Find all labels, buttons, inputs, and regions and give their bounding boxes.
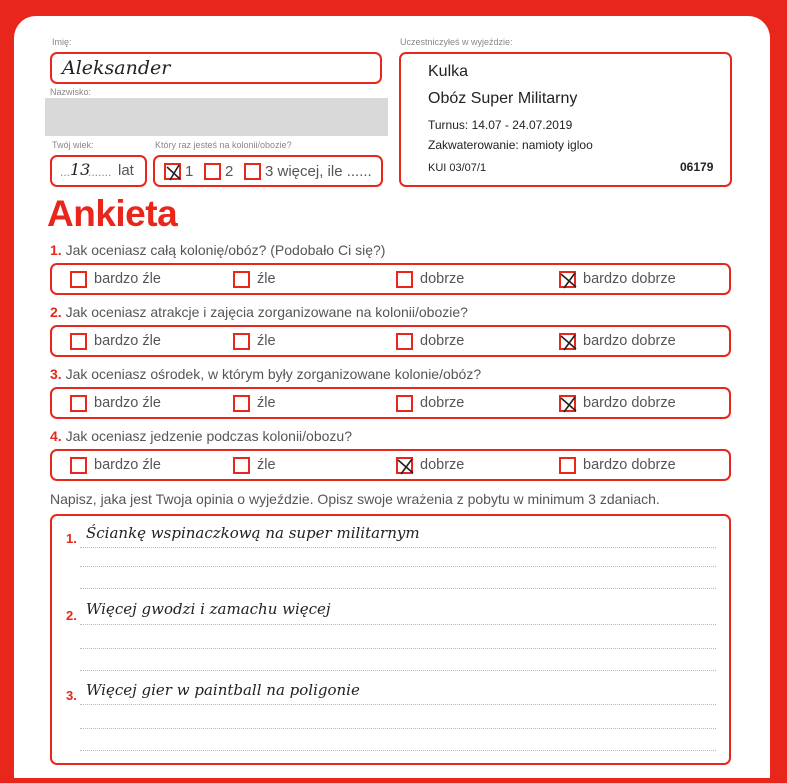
rating-option-label: dobrze — [420, 271, 465, 287]
answer-number-2: 2. — [66, 608, 77, 623]
answer-line — [80, 670, 716, 671]
rating-checkbox[interactable] — [70, 395, 87, 412]
participant-label: Uczestniczyłeś w wyjeździe: — [400, 37, 513, 47]
survey-title: Ankieta — [47, 193, 178, 234]
rating-option-label: źle — [257, 395, 276, 411]
answer-line — [80, 624, 716, 625]
check-mark-icon — [558, 269, 580, 291]
question-2 — [50, 304, 468, 320]
question-text: Jak oceniasz atrakcje i zajęcia zorganizowane na kolonii/obozie? — [65, 304, 468, 320]
question-text: Jak oceniasz jedzenie podczas kolonii/obozu? — [65, 428, 352, 444]
age-dots-after: ....... — [88, 165, 112, 179]
name-label: Imię: — [52, 37, 72, 47]
rating-option-label: bardzo dobrze — [583, 395, 676, 411]
rating-option-label: źle — [257, 271, 276, 287]
age-dots: ... — [60, 165, 71, 179]
times-option-1: 1 — [185, 163, 194, 180]
question-text: Jak oceniasz ośrodek, w którym były zorganizowane kolonie/obóz? — [65, 366, 482, 382]
opinion-prompt: Napisz, jaka jest Twoja opinia o wyjeździe. Opisz swoje wrażenia z pobytu w minimum 3 zdaniach. — [50, 491, 660, 507]
surname-label: Nazwisko: — [50, 87, 92, 97]
times-label: Który raz jesteś na kolonii/obozie? — [155, 140, 292, 150]
rating-option-label: dobrze — [420, 395, 465, 411]
org-name: Kulka — [428, 63, 469, 80]
age-label: Twój wiek: — [52, 140, 94, 150]
surname-redaction — [45, 98, 388, 136]
rating-option-label: bardzo źle — [94, 395, 161, 411]
form-number: 06179 — [680, 160, 714, 174]
answer-line — [80, 648, 716, 649]
rating-option-label: bardzo dobrze — [583, 333, 676, 349]
times-option-3: 3 więcej, ile ...... — [265, 163, 372, 180]
times-checkbox-1[interactable] — [164, 163, 181, 180]
rating-option-label: bardzo dobrze — [583, 271, 676, 287]
check-mark-icon — [395, 455, 417, 477]
rating-option-label: bardzo źle — [94, 457, 161, 473]
answer-number-3: 3. — [66, 688, 77, 703]
question-4 — [50, 428, 352, 444]
turnus: Turnus: 14.07 - 24.07.2019 — [428, 118, 573, 132]
rating-checkbox[interactable] — [559, 271, 576, 288]
answer-number-1: 1. — [66, 531, 77, 546]
answer-line — [80, 588, 716, 589]
rating-checkbox[interactable] — [70, 271, 87, 288]
camp-name: Obóz Super Militarny — [428, 90, 578, 107]
camp-code: KUI 03/07/1 — [428, 162, 487, 174]
rating-checkbox[interactable] — [396, 395, 413, 412]
rating-option-label: bardzo źle — [94, 271, 161, 287]
rating-option-label: dobrze — [420, 457, 465, 473]
rating-checkbox[interactable] — [70, 333, 87, 350]
question-number: 2. — [50, 304, 62, 320]
rating-checkbox[interactable] — [233, 457, 250, 474]
rating-checkbox[interactable] — [70, 457, 87, 474]
rating-checkbox[interactable] — [559, 457, 576, 474]
answer-text-2: Więcej gwodzi i zamachu więcej — [86, 600, 331, 618]
answer-line — [80, 750, 716, 751]
question-number: 3. — [50, 366, 62, 382]
answer-line — [80, 566, 716, 567]
rating-checkbox[interactable] — [559, 333, 576, 350]
question-text: Jak oceniasz całą kolonię/obóz? (Podobało Ci się?) — [65, 242, 386, 258]
lodging: Zakwaterowanie: namioty igloo — [428, 138, 593, 152]
name-value: Aleksander — [62, 57, 171, 79]
answer-text-1: Ściankę wspinaczkową na super militarnym — [86, 524, 420, 542]
answer-line — [80, 704, 716, 705]
times-checkbox-3[interactable] — [244, 163, 261, 180]
question-number: 4. — [50, 428, 62, 444]
rating-option-label: dobrze — [420, 333, 465, 349]
times-field — [153, 155, 383, 187]
rating-option-label: źle — [257, 457, 276, 473]
rating-checkbox[interactable] — [233, 395, 250, 412]
rating-option-label: źle — [257, 333, 276, 349]
age-field[interactable] — [50, 155, 147, 187]
check-mark-icon — [558, 331, 580, 353]
check-mark-icon — [163, 161, 185, 183]
rating-checkbox[interactable] — [396, 333, 413, 350]
rating-option-label: bardzo źle — [94, 333, 161, 349]
rating-option-label: bardzo dobrze — [583, 457, 676, 473]
times-option-2: 2 — [225, 163, 234, 180]
rating-checkbox[interactable] — [396, 271, 413, 288]
rating-checkbox[interactable] — [233, 271, 250, 288]
rating-checkbox[interactable] — [559, 395, 576, 412]
check-mark-icon — [558, 393, 580, 415]
name-field[interactable] — [50, 52, 382, 84]
question-number: 1. — [50, 242, 62, 258]
question-3 — [50, 366, 481, 382]
rating-checkbox[interactable] — [233, 333, 250, 350]
rating-checkbox[interactable] — [396, 457, 413, 474]
answer-line — [80, 547, 716, 548]
question-1 — [50, 242, 385, 258]
answer-line — [80, 728, 716, 729]
times-checkbox-2[interactable] — [204, 163, 221, 180]
age-value: 13 — [70, 160, 91, 179]
age-unit: lat — [118, 162, 134, 179]
answer-text-3: Więcej gier w paintball na poligonie — [86, 681, 360, 699]
